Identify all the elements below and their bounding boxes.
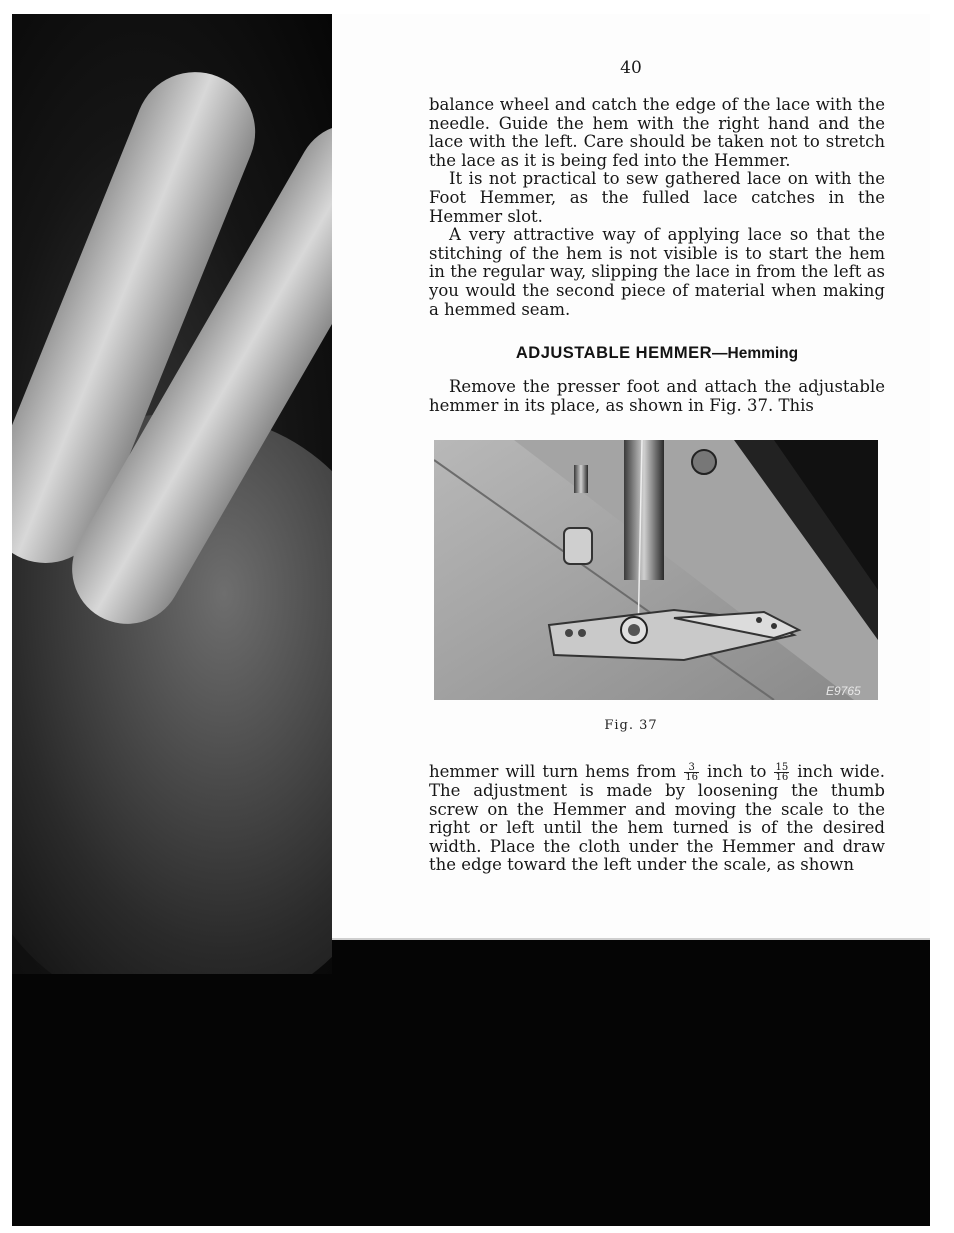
figure-caption: Fig. 37 — [604, 718, 658, 733]
heading-sub: Hemming — [727, 345, 799, 362]
text-run: hemmer will turn hems from — [429, 762, 677, 781]
fraction-three-sixteenths — [684, 763, 699, 782]
figure-37-photo — [434, 440, 878, 700]
sewing-machine-illustration — [434, 440, 878, 700]
body-text-top — [429, 96, 885, 319]
paragraph: A very attractive way of applying lace so that the stitching of the hem is not visible is to start the hem in the regular way, slipping the lace in from the left as you would the second piece of material when making a hemmed seam. — [429, 225, 885, 319]
page-number: 40 — [620, 58, 642, 78]
manual-page — [332, 14, 930, 940]
heading-separator: — — [712, 345, 728, 362]
fraction-numerator: 15 — [775, 762, 789, 773]
paragraph: balance wheel and catch the edge of the lace with the needle. Guide the hem with the right hand and the lace with the left. Care should be taken not to stretch the lace as it is being fed into the Hemmer. — [429, 95, 885, 170]
body-text-bottom — [429, 763, 885, 875]
paragraph — [429, 763, 885, 875]
body-text-intro — [429, 378, 885, 415]
hand-photo — [12, 14, 332, 974]
fraction-denominator: 16 — [775, 772, 789, 783]
section-heading — [429, 344, 885, 363]
fraction-fifteen-sixteenths — [774, 763, 789, 782]
paragraph: Remove the presser foot and attach the adjustable hemmer in its place, as shown in Fig. 37. This — [429, 377, 885, 415]
paragraph: It is not practical to sew gathered lace on with the Foot Hemmer, as the fulled lace catches in the Hemmer slot. — [429, 169, 885, 226]
fraction-numerator: 3 — [684, 763, 699, 773]
text-run: inch to — [707, 762, 767, 781]
figure-number: E9765 — [826, 684, 861, 698]
heading-main: ADJUSTABLE HEMMER — [515, 344, 712, 362]
fraction-denominator: 16 — [685, 772, 699, 783]
text-run: inch wide. The adjustment is made by loosening the thumb screw on the Hemmer and moving the scale to the right or left until the hem turned is of the desired width. Place the cloth under the Hemmer and draw the edge toward the left under the scale, as shown — [429, 762, 885, 875]
